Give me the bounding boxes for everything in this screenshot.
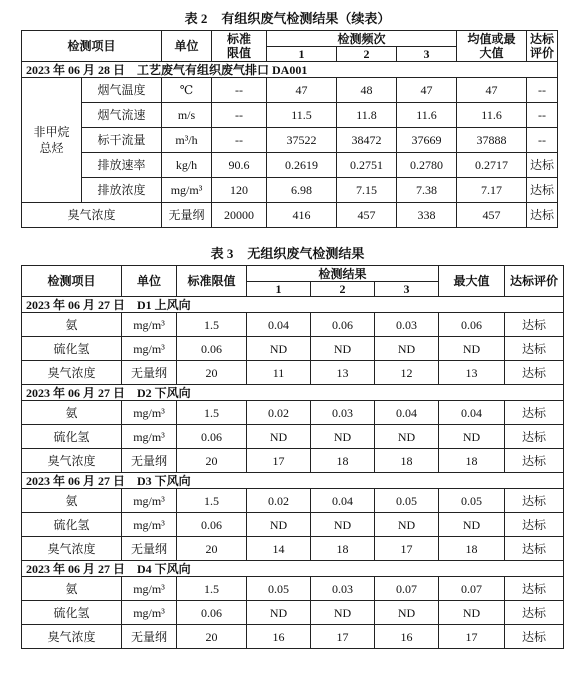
value-cell: 16 [375,625,439,649]
param-cell: 氨 [22,313,122,337]
header-standard: 标准限值 [177,266,247,297]
value-cell: 7.15 [337,178,397,203]
evaluation-cell: 达标 [527,178,558,203]
value-cell: 338 [397,203,457,228]
standard-cell: 20000 [212,203,267,228]
value-cell: 0.03 [375,313,439,337]
param-cell: 烟气温度 [82,78,162,103]
value-cell: ND [247,601,311,625]
evaluation-cell: 达标 [505,337,564,361]
standard-cell: -- [212,128,267,153]
max-cell: 0.05 [439,489,505,513]
value-cell: 48 [337,78,397,103]
max-cell: 18 [439,449,505,473]
max-cell: ND [439,425,505,449]
unit-cell: mg/m³ [122,425,177,449]
evaluation-cell: 达标 [527,153,558,178]
value-cell: 416 [267,203,337,228]
table2-caption-text: 有组织废气检测结果（续表） [221,11,391,26]
param-cell: 硫化氢 [22,337,122,361]
table-row [22,78,558,103]
header-result-3: 3 [375,282,439,297]
header-max: 最大值 [439,266,505,297]
sample-location: D1 上风向 [137,297,191,312]
table-row [22,361,564,385]
value-cell: 47 [267,78,337,103]
table3-caption-text: 无组织废气检测结果 [247,246,365,261]
evaluation-cell: -- [527,78,558,103]
header-standard [212,31,267,62]
average-cell: 47 [457,78,527,103]
table-row [22,577,564,601]
table2-caption-number: 表 2 [184,11,208,26]
table-row [22,425,564,449]
table-row [22,128,558,153]
header-standard-line2: 限值 [227,46,252,60]
unit-cell: 无量纲 [162,203,212,228]
value-cell: ND [375,337,439,361]
sample-location: D3 下风向 [137,473,191,488]
unit-cell: m/s [162,103,212,128]
header-unit: 单位 [162,31,212,62]
header-freq-2: 2 [337,47,397,62]
table-row [22,537,564,561]
header-result-2: 2 [311,282,375,297]
header-freq-1: 1 [267,47,337,62]
value-cell: ND [247,337,311,361]
max-cell: 17 [439,625,505,649]
table2-date-row [22,62,558,78]
param-cell: 臭气浓度 [22,361,122,385]
max-cell: 13 [439,361,505,385]
table3-caption [0,246,575,261]
evaluation-cell: 达标 [527,203,558,228]
table-row [22,625,564,649]
value-cell: 17 [311,625,375,649]
standard-cell: 1.5 [177,401,247,425]
table-row [22,203,558,228]
value-cell: ND [375,425,439,449]
value-cell: 7.38 [397,178,457,203]
unit-cell: mg/m³ [122,601,177,625]
unit-cell: mg/m³ [162,178,212,203]
value-cell: 18 [375,449,439,473]
average-cell: 11.6 [457,103,527,128]
param-cell: 标干流量 [82,128,162,153]
table-row [22,337,564,361]
value-cell: 11 [247,361,311,385]
value-cell: ND [375,601,439,625]
unit-cell: 无量纲 [122,625,177,649]
value-cell: 0.03 [311,577,375,601]
value-cell: ND [311,337,375,361]
evaluation-cell: 达标 [505,601,564,625]
standard-cell: -- [212,78,267,103]
evaluation-cell: 达标 [505,625,564,649]
table-row [22,513,564,537]
table2-caption [0,11,575,26]
unit-cell: kg/h [162,153,212,178]
param-cell: 排放浓度 [82,178,162,203]
group-name-line1: 非甲烷 [33,125,70,139]
group-name-line2: 总烃 [39,141,64,155]
max-cell: 0.04 [439,401,505,425]
value-cell: 16 [247,625,311,649]
value-cell: ND [311,425,375,449]
evaluation-cell: 达标 [505,425,564,449]
table3-header-row [22,266,564,282]
param-cell: 硫化氢 [22,425,122,449]
standard-cell: 0.06 [177,601,247,625]
standard-cell: 1.5 [177,313,247,337]
value-cell: 18 [311,537,375,561]
location-date-row [22,297,564,313]
table2-header-row [22,31,558,47]
value-cell: 0.02 [247,489,311,513]
evaluation-cell: 达标 [505,313,564,337]
param-cell: 氨 [22,401,122,425]
unit-cell: 无量纲 [122,537,177,561]
param-cell: 硫化氢 [22,513,122,537]
value-cell: 0.2751 [337,153,397,178]
table-row [22,313,564,337]
value-cell: ND [247,513,311,537]
value-cell: 457 [337,203,397,228]
max-cell: 0.07 [439,577,505,601]
header-item: 检测项目 [22,266,122,297]
param-cell: 烟气流速 [82,103,162,128]
average-cell: 0.2717 [457,153,527,178]
value-cell: ND [247,425,311,449]
header-unit: 单位 [122,266,177,297]
unit-cell: m³/h [162,128,212,153]
date-location-cell [22,473,564,489]
average-cell: 457 [457,203,527,228]
evaluation-cell: 达标 [505,361,564,385]
value-cell: 37522 [267,128,337,153]
sample-date: 2023 年 06 月 28 日 [26,62,126,77]
value-cell: 0.02 [247,401,311,425]
organized-emission-table [21,30,558,228]
value-cell: 47 [397,78,457,103]
evaluation-cell: 达标 [505,449,564,473]
value-cell: 18 [311,449,375,473]
value-cell: 0.2619 [267,153,337,178]
param-cell: 排放速率 [82,153,162,178]
value-cell: 13 [311,361,375,385]
sample-date: 2023 年 06 月 27 日 [26,473,126,488]
date-location-cell [22,297,564,313]
group-name-cell [22,78,82,203]
header-result-1: 1 [247,282,311,297]
value-cell: 0.07 [375,577,439,601]
header-evaluation: 达标评价 [505,266,564,297]
evaluation-cell: -- [527,128,558,153]
standard-cell: 20 [177,625,247,649]
table3-body [22,297,564,649]
date-location-cell [22,62,558,78]
table-row [22,601,564,625]
table-row [22,153,558,178]
standard-cell: -- [212,103,267,128]
max-cell: ND [439,601,505,625]
value-cell: ND [311,601,375,625]
table-row [22,449,564,473]
standard-cell: 120 [212,178,267,203]
standard-cell: 20 [177,449,247,473]
standard-cell: 20 [177,537,247,561]
value-cell: 0.05 [375,489,439,513]
value-cell: 11.8 [337,103,397,128]
value-cell: 17 [375,537,439,561]
header-evaluation-line1: 达标 [530,32,555,46]
param-cell: 臭气浓度 [22,537,122,561]
max-cell: ND [439,513,505,537]
sample-date: 2023 年 06 月 27 日 [26,561,126,576]
evaluation-cell: 达标 [505,577,564,601]
average-cell: 7.17 [457,178,527,203]
value-cell: 14 [247,537,311,561]
value-cell: 37669 [397,128,457,153]
evaluation-cell: 达标 [505,537,564,561]
unit-cell: 无量纲 [122,449,177,473]
unit-cell: 无量纲 [122,361,177,385]
value-cell: 11.5 [267,103,337,128]
date-location-cell [22,385,564,401]
standard-cell: 0.06 [177,337,247,361]
average-cell: 37888 [457,128,527,153]
header-average [457,31,527,62]
table-row [22,489,564,513]
header-evaluation [527,31,558,62]
max-cell: ND [439,337,505,361]
sample-location: D4 下风向 [137,561,191,576]
location-date-row [22,385,564,401]
location-date-row [22,561,564,577]
header-freq-3: 3 [397,47,457,62]
unit-cell: mg/m³ [122,337,177,361]
value-cell: 38472 [337,128,397,153]
evaluation-cell: 达标 [505,513,564,537]
value-cell: 6.98 [267,178,337,203]
table-row [22,178,558,203]
max-cell: 18 [439,537,505,561]
max-cell: 0.06 [439,313,505,337]
header-frequency: 检测频次 [267,31,457,47]
standard-cell: 0.06 [177,513,247,537]
param-cell: 臭气浓度 [22,625,122,649]
evaluation-cell: 达标 [505,401,564,425]
value-cell: 17 [247,449,311,473]
unit-cell: mg/m³ [122,577,177,601]
unit-cell: mg/m³ [122,401,177,425]
param-cell: 臭气浓度 [22,203,162,228]
unit-cell: mg/m³ [122,489,177,513]
sample-date: 2023 年 06 月 27 日 [26,385,126,400]
value-cell: 0.05 [247,577,311,601]
evaluation-cell: 达标 [505,489,564,513]
header-standard-line1: 标准 [227,32,252,46]
standard-cell: 0.06 [177,425,247,449]
standard-cell: 90.6 [212,153,267,178]
value-cell: ND [311,513,375,537]
standard-cell: 20 [177,361,247,385]
value-cell: ND [375,513,439,537]
value-cell: 0.03 [311,401,375,425]
date-location-cell [22,561,564,577]
header-evaluation-line2: 评价 [530,46,555,60]
param-cell: 臭气浓度 [22,449,122,473]
value-cell: 0.04 [247,313,311,337]
sample-location: 工艺废气有组织废气排口 DA001 [137,62,308,77]
standard-cell: 1.5 [177,577,247,601]
unit-cell: ℃ [162,78,212,103]
fugitive-emission-table [21,265,564,649]
value-cell: 12 [375,361,439,385]
header-results: 检测结果 [247,266,439,282]
param-cell: 硫化氢 [22,601,122,625]
unit-cell: mg/m³ [122,513,177,537]
param-cell: 氨 [22,489,122,513]
header-item: 检测项目 [22,31,162,62]
sample-date: 2023 年 06 月 27 日 [26,297,126,312]
value-cell: 0.04 [375,401,439,425]
table-row [22,401,564,425]
sample-location: D2 下风向 [137,385,191,400]
value-cell: 0.2780 [397,153,457,178]
value-cell: 11.6 [397,103,457,128]
value-cell: 0.06 [311,313,375,337]
evaluation-cell: -- [527,103,558,128]
param-cell: 氨 [22,577,122,601]
value-cell: 0.04 [311,489,375,513]
header-average-line1: 均值或最 [467,32,516,46]
standard-cell: 1.5 [177,489,247,513]
location-date-row [22,473,564,489]
table-row [22,103,558,128]
table3-caption-number: 表 3 [210,246,234,261]
unit-cell: mg/m³ [122,313,177,337]
header-average-line2: 大值 [479,46,504,60]
